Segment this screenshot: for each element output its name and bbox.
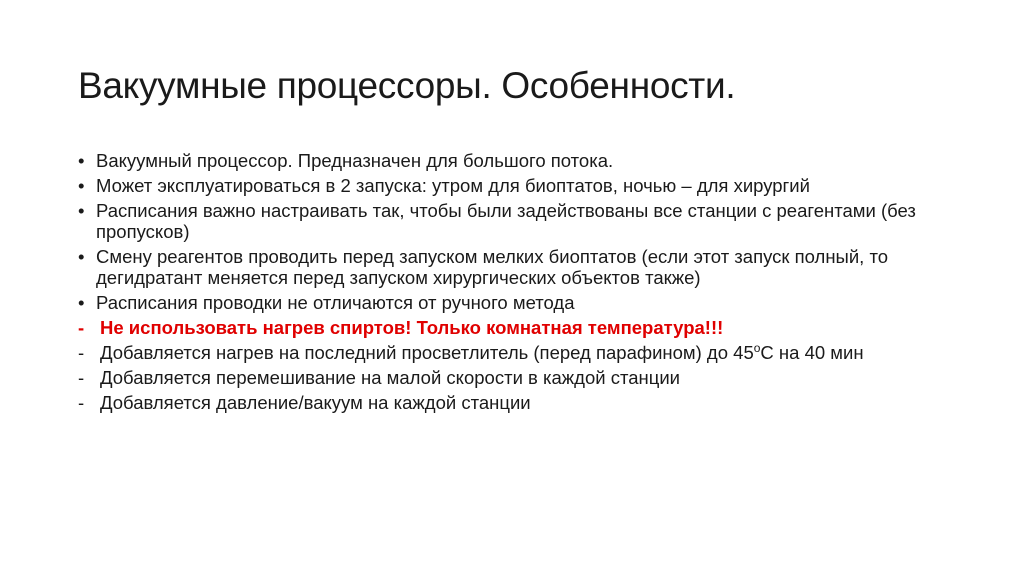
list-item-text: Может эксплуатироваться в 2 запуска: утром для биоптатов, ночью – для хирургий — [96, 175, 810, 196]
list-item — [78, 367, 938, 388]
bullet-marker: • — [78, 200, 85, 221]
warning-text: Не использовать нагрев спиртов! Только комнатная температура!!! — [100, 317, 724, 338]
list-item-text: Добавляется давление/вакуум на каждой станции — [100, 392, 531, 413]
list-item-text-part: Добавляется нагрев на последний просветлитель (перед парафином) до 45 — [100, 342, 754, 363]
bullet-list — [78, 150, 938, 417]
warning-list-item — [78, 317, 938, 338]
list-item-text: Расписания проводки не отличаются от ручного метода — [96, 292, 575, 313]
list-item-text-part: С на 40 мин — [760, 342, 864, 363]
dash-marker: - — [78, 392, 85, 413]
list-item — [78, 175, 938, 196]
list-item-text: Добавляется перемешивание на малой скорости в каждой станции — [100, 367, 681, 388]
list-item — [78, 292, 938, 313]
bullet-marker: • — [78, 150, 85, 171]
list-item-text: Смену реагентов проводить перед запуском мелких биоптатов (если этот запуск полный, то дегидратант меняется перед запуском хирургических объектов также) — [96, 246, 888, 288]
bullet-marker: • — [78, 292, 85, 313]
degree-superscript: о — [753, 340, 761, 355]
dash-marker: - — [78, 317, 85, 338]
dash-marker: - — [78, 342, 85, 363]
list-item — [78, 150, 938, 171]
slide-title: Вакуумные процессоры. Особенности. — [78, 65, 736, 106]
bullet-marker: • — [78, 246, 85, 267]
dash-marker: - — [78, 367, 85, 388]
list-item-text: Вакуумный процессор. Предназначен для большого потока. — [96, 150, 614, 171]
list-item-text — [100, 342, 864, 363]
bullet-marker: • — [78, 175, 85, 196]
list-item — [78, 342, 938, 363]
list-item — [78, 246, 938, 288]
list-item-text: Расписания важно настраивать так, чтобы были задействованы все станции с реагентами (без пропусков) — [96, 200, 916, 242]
list-item — [78, 392, 938, 413]
list-item — [78, 200, 938, 242]
